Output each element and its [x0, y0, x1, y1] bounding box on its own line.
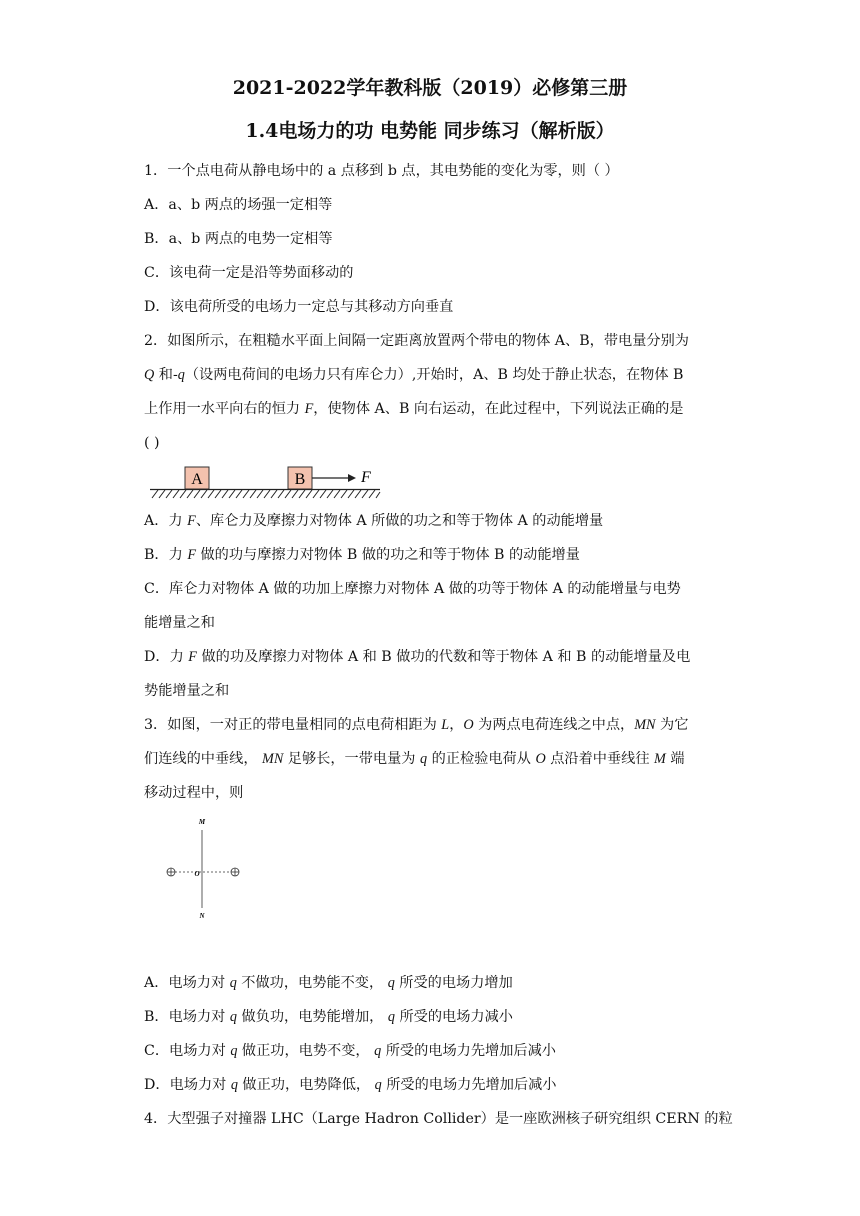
var-q: q: [387, 1009, 395, 1025]
text-run: 做正功，电势降低，: [237, 1077, 375, 1093]
text-run: A．力: [144, 513, 188, 529]
text-run: D．力: [144, 649, 189, 665]
var-O: O: [463, 717, 474, 733]
q3-option-c: [144, 1040, 556, 1062]
text-run: 所受的电场力先增加后减小: [381, 1077, 557, 1093]
var-q: q: [229, 1009, 237, 1025]
q2-stem-line3: [144, 398, 683, 420]
block-a-label: A: [191, 471, 203, 488]
text-run: 所受的电场力减小: [394, 1009, 513, 1025]
var-q: q: [374, 1077, 382, 1093]
var-q: q: [374, 1043, 382, 1059]
q2-figure-blocks-on-surface: [148, 462, 388, 502]
text-run: 和-: [154, 367, 178, 383]
var-q: q: [420, 751, 428, 767]
text-run: 3．如图，一对正的带电量相同的点电荷相距为: [144, 717, 442, 733]
q3-option-d: [144, 1074, 557, 1096]
var-MN: MN: [262, 751, 284, 767]
var-F: F: [187, 513, 196, 529]
text-run: C．电场力对: [144, 1043, 231, 1059]
force-label: F: [361, 469, 371, 486]
text-run: 们连线的中垂线，: [144, 751, 263, 767]
q2-stem-line2: [144, 364, 683, 386]
q3-stem-line3: 移动过程中，则: [144, 785, 244, 801]
text-run: 所受的电场力先增加后减小: [381, 1043, 556, 1059]
var-q: q: [177, 367, 185, 383]
var-q: q: [229, 975, 237, 991]
var-F: F: [187, 547, 196, 563]
q2-option-c-line2: 能增量之和: [144, 615, 215, 631]
text-run: 做的功与摩擦力对物体 B 做的功之和等于物体 B 的动能增量: [195, 547, 580, 563]
q3-stem-line2: [144, 748, 685, 770]
q2-option-b: [144, 544, 580, 566]
text-run: B．电场力对: [144, 1009, 230, 1025]
q2-option-c-line1: C．库仑力对物体 A 做的功加上摩擦力对物体 A 做的功等于物体 A 的动能增量与电势: [144, 581, 681, 597]
text-run: ，: [449, 717, 464, 733]
text-run: 足够长，一带电量为: [283, 751, 421, 767]
var-F: F: [304, 401, 314, 417]
text-run: A．电场力对: [144, 975, 230, 991]
point-o-label: O: [194, 870, 200, 878]
var-L: L: [441, 717, 450, 733]
text-run: （设两电荷间的电场力只有库仑力）,开始时，A、B 均处于静止状态，在物体 B: [184, 367, 684, 383]
text-run: 所受的电场力增加: [394, 975, 513, 991]
q3-option-a: [144, 972, 513, 994]
text-run: 、库仑力及摩擦力对物体 A 所做的功之和等于物体 A 的动能增量: [195, 513, 604, 529]
text-run: B．力: [144, 547, 188, 563]
var-F: F: [188, 649, 197, 665]
document-title-line2: 1.4电场力的功 电势能 同步练习（解析版）: [245, 120, 615, 142]
text-run: ，使物体 A、B 向右运动，在此过程中，下列说法正确的是: [313, 401, 684, 417]
force-arrow-head: [348, 474, 356, 482]
text-run: 不做功，电势能不变，: [236, 975, 388, 991]
q1-stem: 1．一个点电荷从静电场中的 a 点移到 b 点，其电势能的变化为零，则（ ）: [144, 163, 619, 179]
var-q: q: [230, 1043, 238, 1059]
q2-option-d-line1: [144, 646, 690, 668]
q2-option-a: [144, 510, 603, 532]
text-run: 端: [665, 751, 685, 767]
var-Q: Q: [144, 367, 155, 383]
q1-option-b: B．a、b 两点的电势一定相等: [144, 231, 333, 247]
point-m-label: M: [198, 818, 206, 826]
var-M: M: [654, 751, 666, 767]
q2-stem-line1: 2．如图所示，在粗糙水平面上间隔一定距离放置两个带电的物体 A、B，带电量分别为: [144, 333, 689, 349]
block-b-label: B: [294, 471, 306, 488]
q4-stem-line1: 4．大型强子对撞器 LHC（Large Hadron Collider）是一座欧洲核子研究组织 CERN 的粒: [144, 1111, 733, 1127]
text-run: 点沿着中垂线往: [545, 751, 655, 767]
text-run: D．电场力对: [144, 1077, 231, 1093]
q2-option-d-line2: 势能增量之和: [144, 683, 230, 699]
ground-hatching: [152, 490, 380, 498]
point-n-label: N: [199, 912, 205, 920]
text-run: 上作用一水平向右的恒力: [144, 401, 305, 417]
text-run: 做正功，电势不变，: [237, 1043, 375, 1059]
q1-option-d: D．该电荷所受的电场力一定总与其移动方向垂直: [144, 299, 454, 315]
text-run: 做的功及摩擦力对物体 A 和 B 做功的代数和等于物体 A 和 B 的动能增量及电: [196, 649, 691, 665]
q3-figure-charges-bisector: [160, 812, 250, 922]
q2-stem-line4: ( ): [144, 435, 160, 451]
text-run: 的正检验电荷从: [427, 751, 536, 767]
var-q: q: [387, 975, 395, 991]
text-run: 为它: [655, 717, 689, 733]
var-q: q: [230, 1077, 238, 1093]
var-O: O: [535, 751, 546, 767]
q3-stem-line1: [144, 714, 688, 736]
var-MN: MN: [634, 717, 656, 733]
text-run: 做负功，电势能增加，: [236, 1009, 388, 1025]
text-run: 为两点电荷连线之中点，: [473, 717, 635, 733]
q1-option-c: C．该电荷一定是沿等势面移动的: [144, 265, 354, 281]
document-title-line1: 2021-2022学年教科版（2019）必修第三册: [232, 77, 628, 99]
q1-option-a: A．a、b 两点的场强一定相等: [144, 197, 333, 213]
q3-option-b: [144, 1006, 513, 1028]
